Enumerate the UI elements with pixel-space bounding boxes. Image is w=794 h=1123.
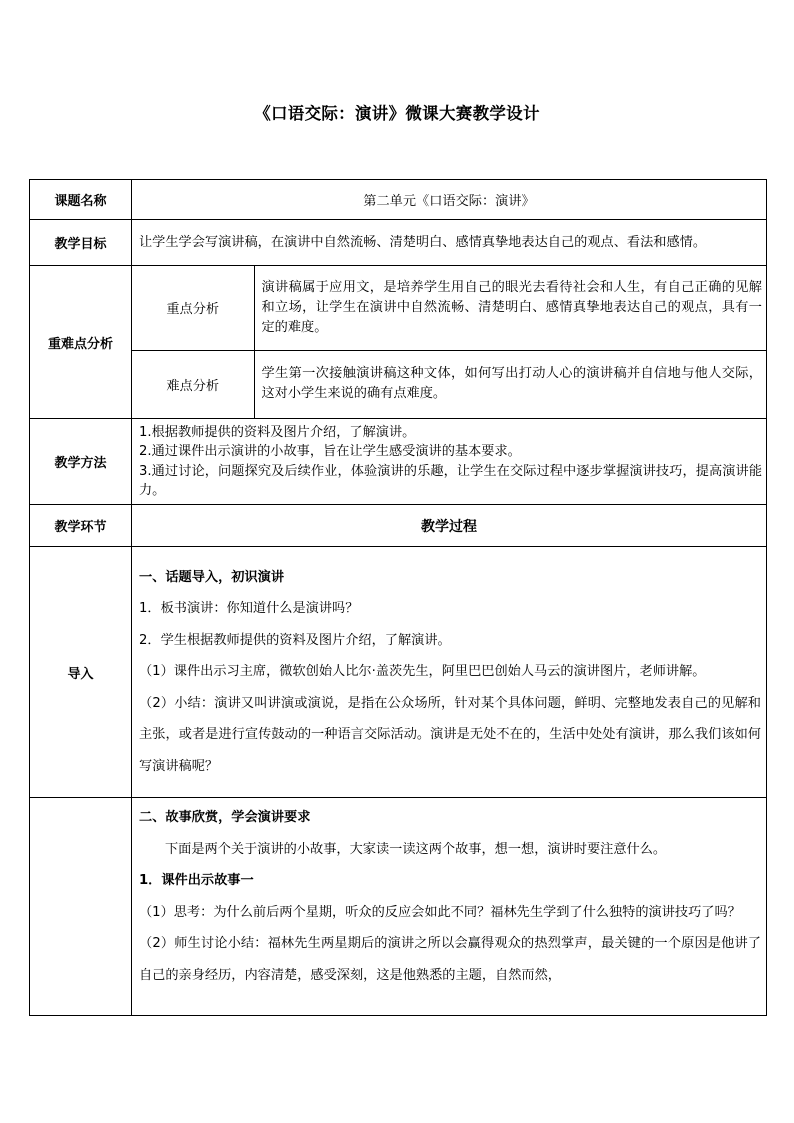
key-point-cell (254, 266, 766, 350)
story-line: （2）师生讨论小结：福林先生两星期后的演讲之所以会赢得观众的热烈掌声，最关键的一个原因是他讲了自己的亲身经历，内容清楚，感受深刻，这是他熟悉的主题，自然而然， (139, 936, 761, 983)
story-intro: 下面是两个关于演讲的小故事，大家读一读这两个故事，想一想，演讲时要注意什么。 (165, 841, 667, 857)
analysis-label: 重难点分析 (30, 266, 132, 419)
method-item: 2.通过课件出示演讲的小故事，旨在让学生感受演讲的基本要求。 (139, 444, 521, 459)
lesson-plan-table (29, 179, 767, 1016)
story-row (30, 798, 767, 1016)
stage-header-label: 教学环节 (30, 505, 132, 547)
course-label: 课题名称 (30, 180, 132, 220)
story-subheading: 1．课件出示故事一 (139, 873, 254, 888)
intro-line: （1）课件出示习主席，微软创始人比尔·盖茨先生，阿里巴巴创始人马云的演讲图片，老师讲解。 (139, 664, 706, 680)
document-title: 《口语交际：演讲》微课大赛教学设计 (254, 104, 540, 123)
difficulty-label: 难点分析 (132, 350, 254, 418)
key-point-text: 演讲稿属于应用文，是培养学生用自己的眼光去看待社会和人生，有自己正确的见解和立场，让学生在演讲中自然流畅、清楚明白、感情真挚地表达自己的观点，具有一定的难度。 (261, 279, 762, 335)
method-row (30, 419, 767, 505)
story-heading: 二、故事欣赏，学会演讲要求 (139, 810, 311, 825)
story-line: （1）思考：为什么前后两个星期，听众的反应会如此不同？福林先生学到了什么独特的演讲技巧了吗？ (139, 904, 741, 920)
goal-label: 教学目标 (30, 220, 132, 266)
intro-line: （2）小结：演讲又叫讲演或演说，是指在公众场所，针对某个具体问题，鲜明、完整地发表自己的见解和主张，或者是进行宣传鼓动的一种语言交际活动。演讲是无处不在的，生活中处处有演讲，那么我们该如何写演讲稿呢？ (139, 695, 761, 774)
difficulty-cell (254, 350, 766, 418)
analysis-row (30, 266, 767, 419)
difficulty-row (132, 350, 766, 418)
method-item: 3.通过讨论，问题探究及后续作业，体验演讲的乐趣，让学生在交际过程中逐步掌握演讲技巧，提高演讲能力。 (139, 463, 762, 498)
course-value: 第二单元《口语交际：演讲》 (132, 180, 767, 220)
method-cell (132, 419, 767, 505)
method-label: 教学方法 (30, 419, 132, 505)
analysis-subtable (132, 266, 766, 418)
difficulty-text: 学生第一次接触演讲稿这种文体，如何写出打动人心的演讲稿并自信地与他人交际，这对小学生来说的确有点难度。 (261, 366, 762, 402)
key-point-row (132, 266, 766, 350)
intro-cell (132, 547, 767, 798)
intro-row (30, 547, 767, 798)
intro-heading: 一、话题导入，初识演讲 (139, 569, 285, 585)
goal-row (30, 220, 767, 266)
goal-text: 让学生学会写演讲稿，在演讲中自然流畅、清楚明白、感情真挚地表达自己的观点、看法和感情。 (139, 235, 707, 250)
intro-label: 导入 (30, 547, 132, 798)
process-header-label: 教学过程 (132, 505, 767, 547)
stage-header-row (30, 505, 767, 547)
story-label (30, 798, 132, 1016)
intro-line: 1．板书演讲：你知道什么是演讲吗？ (139, 601, 359, 617)
intro-line: 2．学生根据教师提供的资料及图片介绍，了解演讲。 (139, 632, 451, 648)
course-row (30, 180, 767, 220)
goal-cell (132, 220, 767, 266)
method-item: 1.根据教师提供的资料及图片介绍，了解演讲。 (139, 424, 416, 440)
key-point-label: 重点分析 (132, 266, 254, 350)
story-cell (132, 798, 767, 1016)
analysis-cell (132, 266, 767, 419)
